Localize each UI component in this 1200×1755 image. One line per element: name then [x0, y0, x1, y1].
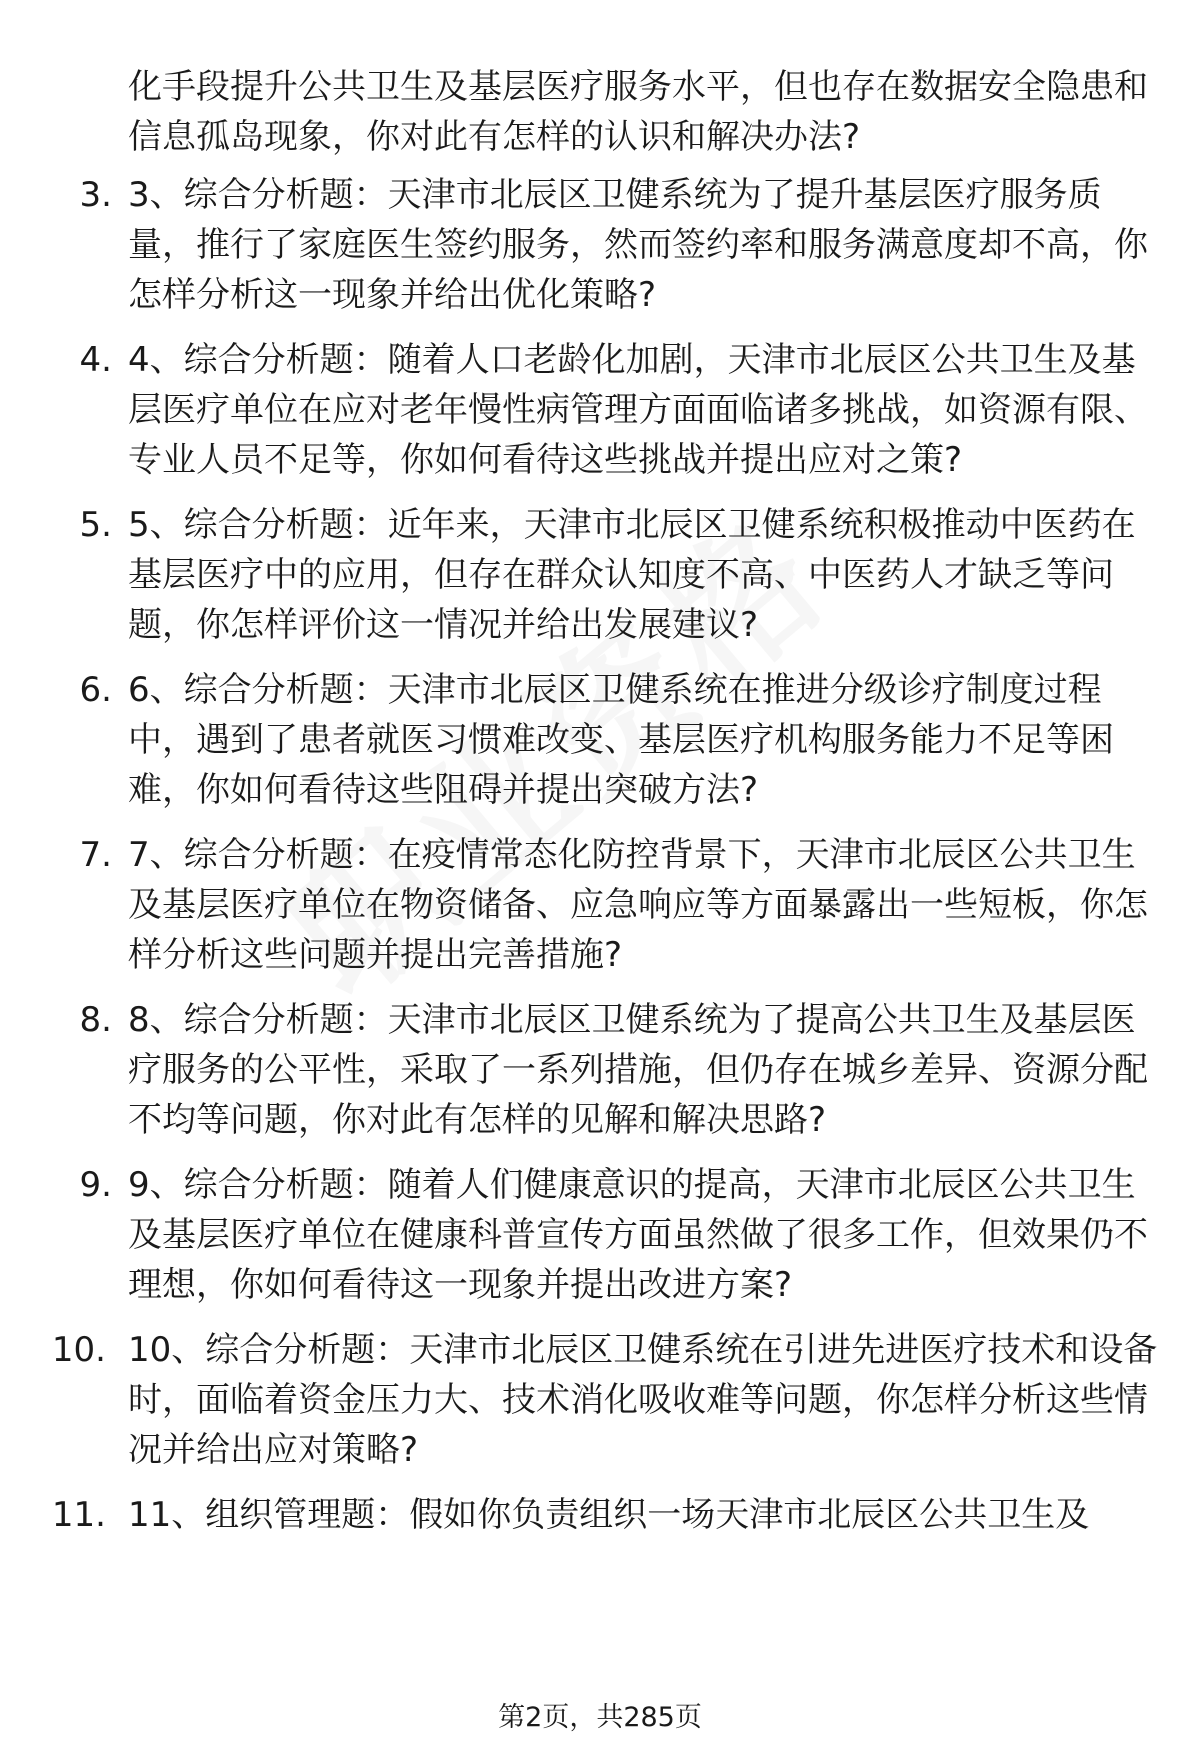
question-text: 11、组织管理题：假如你负责组织一场天津市北辰区公共卫生及	[128, 1495, 1090, 1535]
question-text: 5、综合分析题：近年来，天津市北辰区卫健系统积极推动中医药在基层医疗中的应用，但存在群众认知度不高、中医药人才缺乏等问题，你怎样评价这一情况并给出发展建议?	[128, 505, 1136, 645]
question-number: 7.	[79, 835, 112, 875]
question-text: 6、综合分析题：天津市北辰区卫健系统在推进分级诊疗制度过程中，遇到了患者就医习惯难改变、基层医疗机构服务能力不足等困难，你如何看待这些阻碍并提出突破方法?	[128, 670, 1114, 810]
question-number: 4.	[79, 340, 112, 380]
question-text: 7、综合分析题：在疫情常态化防控背景下，天津市北辰区公共卫生及基层医疗单位在物资储备、应急响应等方面暴露出一些短板，你怎样分析这些问题并提出完善措施?	[128, 835, 1148, 975]
question-text: 10、综合分析题：天津市北辰区卫健系统在引进先进医疗技术和设备时，面临着资金压力大、技术消化吸收难等问题，你怎样分析这些情况并给出应对策略?	[128, 1330, 1158, 1470]
page-footer: 第2页，共285页	[498, 1702, 702, 1733]
question-text: 9、综合分析题：随着人们健康意识的提高，天津市北辰区公共卫生及基层医疗单位在健康科普宣传方面虽然做了很多工作，但效果仍不理想，你如何看待这一现象并提出改进方案?	[128, 1165, 1148, 1305]
question-number: 9.	[79, 1165, 112, 1205]
question-text: 8、综合分析题：天津市北辰区卫健系统为了提高公共卫生及基层医疗服务的公平性，采取了一系列措施，但仍存在城乡差异、资源分配不均等问题，你对此有怎样的见解和解决思路?	[128, 1000, 1148, 1140]
question-text: 3、综合分析题：天津市北辰区卫健系统为了提升基层医疗服务质量，推行了家庭医生签约服务，然而签约率和服务满意度却不高，你怎样分析这一现象并给出优化策略?	[128, 175, 1148, 315]
continuation-paragraph: 化手段提升公共卫生及基层医疗服务水平，但也存在数据安全隐患和信息孤岛现象，你对此有怎样的认识和解决办法?	[128, 67, 1148, 157]
question-number: 10.	[51, 1330, 106, 1370]
question-number: 5.	[79, 505, 112, 545]
question-number: 6.	[79, 670, 112, 710]
question-number: 3.	[79, 175, 112, 215]
question-number: 8.	[79, 1000, 112, 1040]
question-text: 4、综合分析题：随着人口老龄化加剧，天津市北辰区公共卫生及基层医疗单位在应对老年慢性病管理方面面临诸多挑战，如资源有限、专业人员不足等，你如何看待这些挑战并提出应对之策?	[128, 340, 1148, 480]
question-number: 11.	[51, 1495, 106, 1535]
